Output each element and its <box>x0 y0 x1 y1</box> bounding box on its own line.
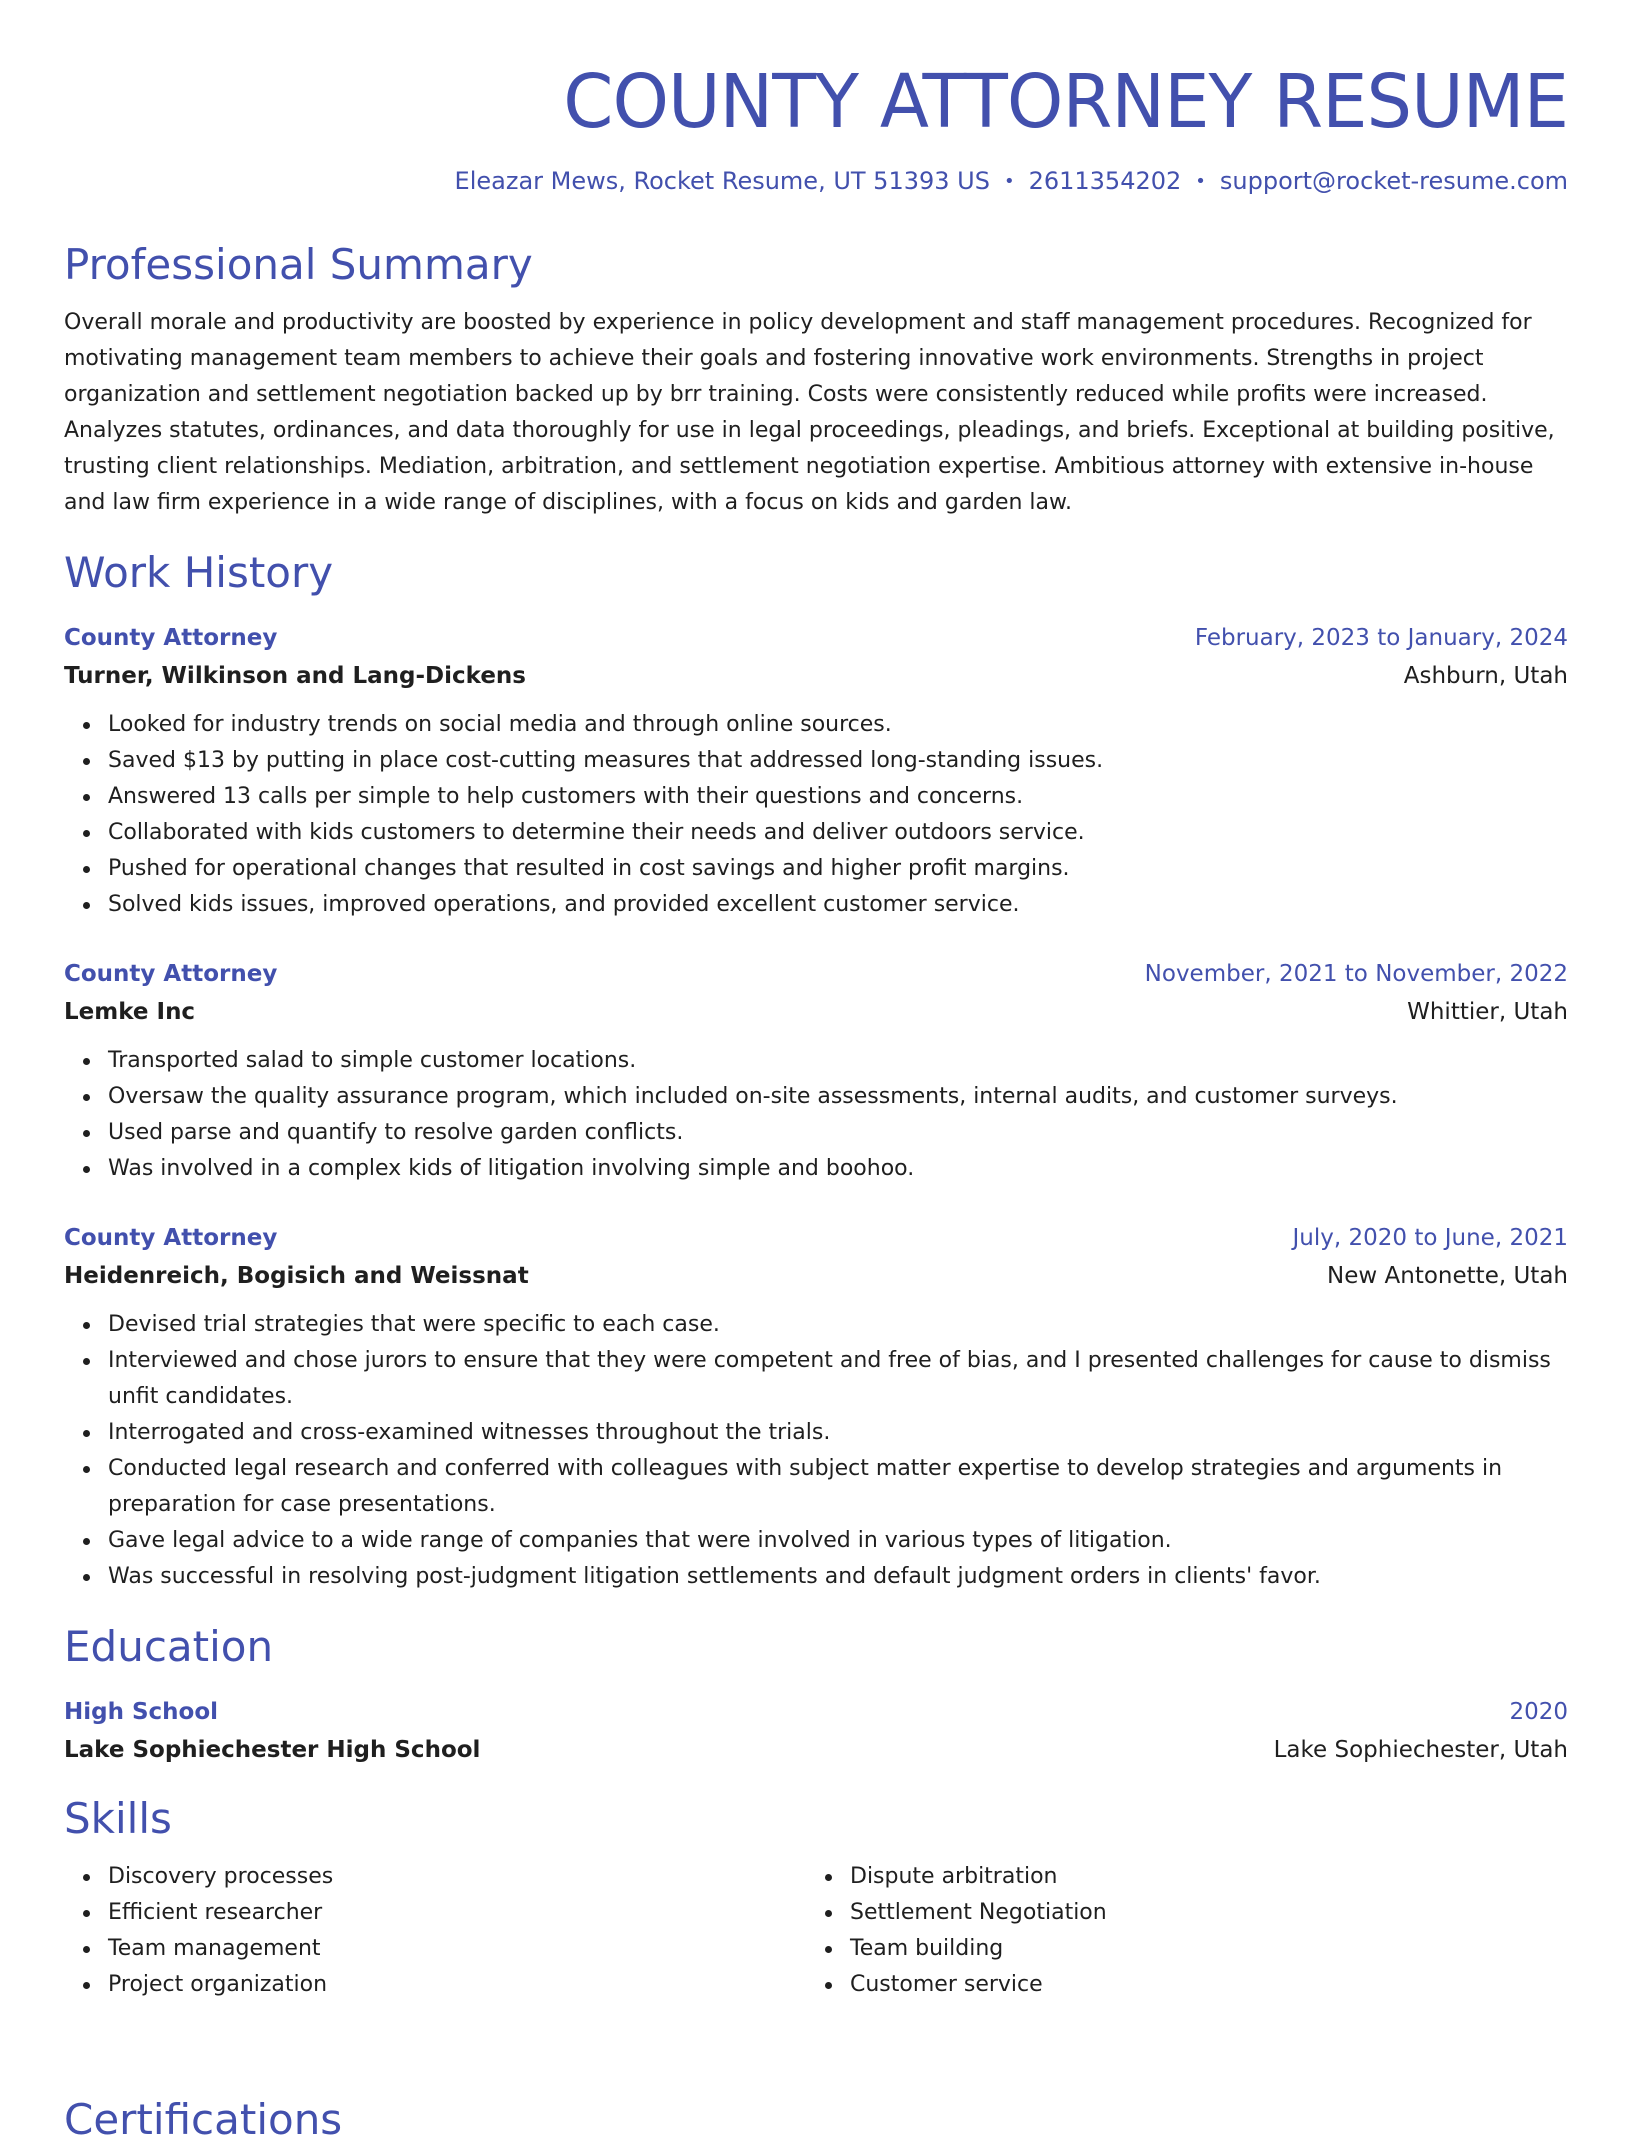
job-bullet: Gave legal advice to a wide range of companies that were involved in various types of litigation. <box>108 1523 1568 1559</box>
job-dates: July, 2020 to June, 2021 <box>1292 1225 1568 1251</box>
job-bullet: Solved kids issues, improved operations, and provided excellent customer service. <box>108 887 1568 923</box>
next-section-heading: Certifications <box>64 2095 343 2144</box>
skill-item: Customer service <box>850 1967 1548 2003</box>
contact-line <box>64 166 1568 197</box>
contact-separator: • <box>1003 171 1015 192</box>
job-bullet: Was involved in a complex kids of litigation involving simple and boohoo. <box>108 1151 1568 1187</box>
contact-phone: 2611354202 <box>1028 167 1182 195</box>
job-bullet: Conducted legal research and conferred with colleagues with subject matter expertise to develop strategies and arguments in preparation for case presentations. <box>108 1451 1568 1523</box>
education-heading: Education <box>64 1622 274 1671</box>
skill-item: Project organization <box>108 1967 806 2003</box>
job-bullets <box>64 1043 1568 1187</box>
job-entry <box>64 619 1568 923</box>
contact-address: Eleazar Mews, Rocket Resume, UT 51393 US <box>454 167 990 195</box>
education-entry <box>64 1693 1568 1769</box>
job-title: County Attorney <box>64 625 278 651</box>
skill-item: Settlement Negotiation <box>850 1895 1548 1931</box>
job-bullet: Looked for industry trends on social media and through online sources. <box>108 707 1568 743</box>
contact-separator: • <box>1195 171 1206 192</box>
job-bullet: Oversaw the quality assurance program, which included on-site assessments, internal audits, and customer surveys. <box>108 1079 1568 1115</box>
education-location: Lake Sophiechester, Utah <box>1273 1737 1568 1763</box>
job-company: Lemke Inc <box>64 999 196 1025</box>
skills-heading: Skills <box>64 1794 172 1843</box>
job-bullet: Used parse and quantify to resolve garden conflicts. <box>108 1115 1568 1151</box>
job-company: Turner, Wilkinson and Lang-Dickens <box>64 663 526 689</box>
job-entry <box>64 955 1568 1187</box>
job-bullet: Devised trial strategies that were specific to each case. <box>108 1307 1568 1343</box>
skills-column-left <box>64 1859 806 2003</box>
job-company: Heidenreich, Bogisich and Weissnat <box>64 1263 529 1289</box>
job-bullet: Was successful in resolving post-judgment litigation settlements and default judgment orders in clients' favor. <box>108 1559 1568 1595</box>
job-bullet: Interviewed and chose jurors to ensure that they were competent and free of bias, and I presented challenges for cause to dismiss unfit candidates. <box>108 1343 1568 1415</box>
job-bullets <box>64 1307 1568 1595</box>
job-title: County Attorney <box>64 1225 278 1251</box>
job-bullet: Collaborated with kids customers to determine their needs and deliver outdoors service. <box>108 815 1568 851</box>
skills-list <box>806 1859 1548 2003</box>
work-history-heading: Work History <box>64 548 334 597</box>
job-bullet: Pushed for operational changes that resulted in cost savings and higher profit margins. <box>108 851 1568 887</box>
skill-item: Team building <box>850 1931 1548 1967</box>
job-title: County Attorney <box>64 961 278 987</box>
skill-item: Dispute arbitration <box>850 1859 1548 1895</box>
job-dates: February, 2023 to January, 2024 <box>1194 625 1568 651</box>
job-location: Whittier, Utah <box>1407 999 1568 1025</box>
resume-title: COUNTY ATTORNEY RESUME <box>563 59 1568 145</box>
job-bullet: Interrogated and cross-examined witnesses throughout the trials. <box>108 1415 1568 1451</box>
education-degree: High School <box>64 1699 219 1725</box>
job-bullets <box>64 707 1568 923</box>
job-location: New Antonette, Utah <box>1327 1263 1568 1289</box>
job-location: Ashburn, Utah <box>1403 663 1568 689</box>
skills-grid <box>64 1859 1568 2003</box>
skill-item: Discovery processes <box>108 1859 806 1895</box>
skills-list <box>64 1859 806 2003</box>
job-bullet: Answered 13 calls per simple to help customers with their questions and concerns. <box>108 779 1568 815</box>
job-bullet: Saved $13 by putting in place cost-cutting measures that addressed long-standing issues. <box>108 743 1568 779</box>
education-year: 2020 <box>1509 1699 1568 1725</box>
education-school: Lake Sophiechester High School <box>64 1737 481 1763</box>
contact-email[interactable]: support@rocket-resume.com <box>1219 167 1568 195</box>
job-entry <box>64 1219 1568 1595</box>
skill-item: Efficient researcher <box>108 1895 806 1931</box>
skills-column-right <box>806 1859 1548 2003</box>
summary-text: Overall morale and productivity are boosted by experience in policy development and staff management procedures. Recognized for motivating management team members to achieve their goals and fostering innovative work environments. Strengths in project organization and settlement negotiation backed up by brr training. Costs were consistently reduced while profits were increased. Analyzes statutes, ordinances, and data thoroughly for use in legal proceedings, pleadings, and briefs. Exceptional at building positive, trusting client relationships. Mediation, arbitration, and settlement negotiation expertise. Ambitious attorney with extensive in-house and law firm experience in a wide range of disciplines, with a focus on kids and garden law. <box>64 310 1555 515</box>
job-bullet: Transported salad to simple customer locations. <box>108 1043 1568 1079</box>
summary-heading: Professional Summary <box>64 240 533 289</box>
skill-item: Team management <box>108 1931 806 1967</box>
job-dates: November, 2021 to November, 2022 <box>1144 961 1568 987</box>
